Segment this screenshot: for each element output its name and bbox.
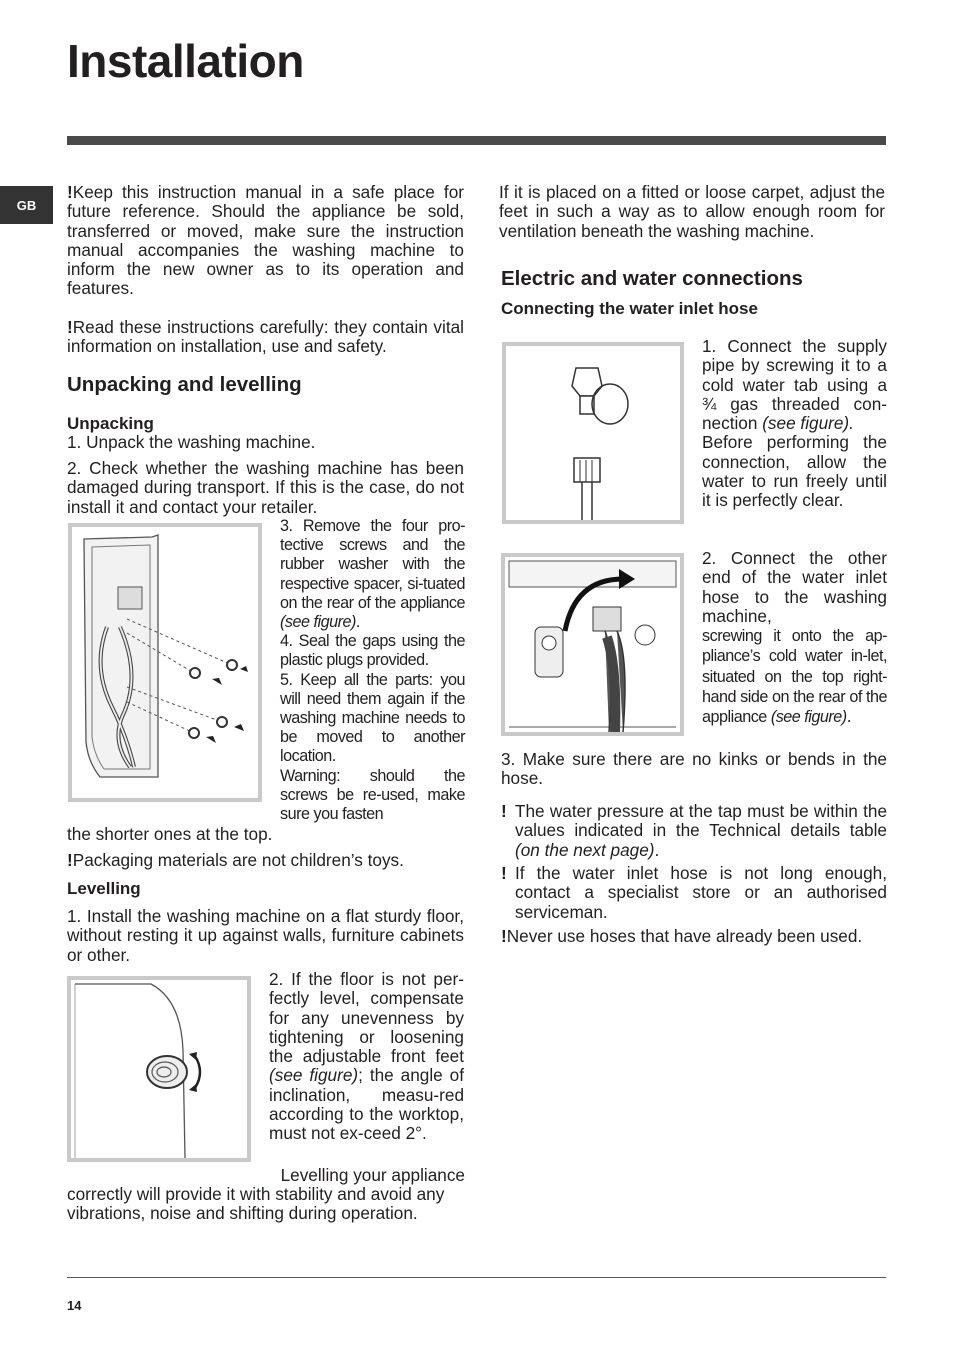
warning-text: Read these instructions carefully: they contain vital information on installation, use and safety. — [67, 317, 464, 357]
unpacking-step-2: 2. Check whether the washing machine has been damaged during transport. If this is the case, do not install it and contact your retailer. — [67, 458, 464, 517]
levelling-step-2-text-end: ; the angle of inclination, measu-red according to the worktop, must not ex-ceed 2°. — [269, 1065, 464, 1144]
feet-drawing — [71, 980, 247, 1158]
exclamation-mark: ! — [67, 317, 73, 337]
levelling-note-start: Levelling your appliance — [280, 1165, 465, 1185]
carpet-note: If it is placed on a fitted or loose carpet, adjust the feet in such a way as to allow enough room for ventilation beneath the washing machine. — [499, 182, 885, 241]
exclamation-mark: ! — [67, 850, 73, 870]
levelling-step-2 — [269, 970, 464, 1144]
note-text: If the water inlet hose is not long enough, contact a specialist store or an authorised serviceman. — [515, 863, 887, 922]
see-figure-ref: (see figure) — [770, 708, 847, 727]
see-figure-ref: (see figure) — [269, 1065, 359, 1086]
footer-rule — [67, 1277, 886, 1278]
levelling-step-1: 1. Install the washing machine on a flat sturdy floor, without resting it up against walls, furniture cabinets or other. — [67, 906, 464, 965]
connection-step-2-text: 2. Connect the other end of the water inlet hose to the washing machine, — [702, 548, 887, 626]
tap-connection-figure — [502, 342, 684, 524]
page-title: Installation — [67, 35, 304, 87]
rear-screws-figure — [68, 523, 262, 802]
warning-read-instructions — [67, 318, 464, 357]
subsection-title-levelling: Levelling — [67, 879, 141, 898]
exclamation-mark: ! — [501, 863, 507, 883]
next-page-ref: (on the next page) — [515, 839, 655, 860]
section-title-unpacking-levelling: Unpacking and levelling — [67, 373, 302, 396]
note-text — [515, 802, 887, 860]
page-number: 14 — [67, 1298, 82, 1313]
warning-packaging — [67, 851, 464, 870]
unpacking-step-1: 1. Unpack the washing machine. — [67, 432, 316, 452]
warning-keep-manual — [67, 183, 464, 299]
unpacking-steps-3-5 — [280, 517, 465, 824]
levelling-step-2-text: 2. If the floor is not per-fectly level, compensate for any unevenness by tightening or loosening the adjustable front feet — [269, 969, 464, 1067]
unpacking-step-5: 5. Keep all the parts: you will need them again if the washing machine needs to be moved to another location. — [280, 670, 465, 766]
unpacking-step-3: 3. Remove the four pro-tective screws and the rubber washer with the respective spacer, si-tuated on the rear of the appliance — [280, 517, 465, 612]
note-hose-length — [501, 864, 887, 922]
section-title-connections: Electric and water connections — [501, 267, 803, 290]
tap-drawing — [506, 346, 680, 520]
exclamation-mark: ! — [67, 182, 73, 202]
see-figure-ref: (see figure) — [280, 613, 356, 632]
see-figure-ref: (see figure). — [762, 413, 854, 434]
note-text: Never use hoses that have already been used. — [506, 926, 863, 946]
note-water-pressure-text: The water pressure at the tap must be within the values indicated in the Technical details table — [515, 801, 887, 841]
warning-screws: Warning: should the screws be re-used, make sure you fasten — [280, 766, 465, 824]
period: . — [355, 613, 360, 632]
subsection-title-inlet-hose: Connecting the water inlet hose — [501, 299, 758, 318]
language-tab: GB — [0, 186, 53, 224]
connection-step-2-detail: screwing it onto the ap-pliance’s cold water in-let, situated on the top right-hand side on the rear of the appliance — [702, 627, 887, 727]
connection-step-2 — [702, 549, 887, 728]
warning-text: Keep this instruction manual in a safe place for future reference. Should the appliance be sold, transferred or moved, make sure the instruction manual accompanies the washing machine to inform the new owner as to its operation and features. — [67, 182, 464, 299]
connection-step-3: 3. Make sure there are no kinks or bends in the hose. — [501, 749, 887, 789]
inlet-connection-figure — [501, 553, 684, 736]
adjustable-feet-figure — [67, 976, 251, 1162]
warning-screws-continued: the shorter ones at the top. — [67, 824, 273, 844]
rear-panel-drawing — [72, 527, 258, 798]
period: . — [846, 706, 852, 727]
connection-step-1-note: Before performing the connection, allow the water to run freely until it is perfectly clear. — [702, 432, 887, 511]
period: . — [654, 839, 660, 860]
connection-step-1 — [702, 337, 887, 511]
note-water-pressure — [501, 802, 887, 860]
warning-text: Packaging materials are not children’s toys. — [72, 850, 404, 870]
title-rule — [67, 136, 886, 145]
exclamation-mark: ! — [501, 801, 507, 821]
note-used-hoses — [501, 927, 887, 946]
exclamation-mark: ! — [501, 926, 507, 946]
levelling-note: correctly will provide it with stability and avoid any vibrations, noise and shifting during operation. — [67, 1184, 445, 1224]
connection-step-1-text: 1. Connect the supply pipe by screwing it to a cold water tab using a ¾ gas threaded con-nection — [702, 336, 887, 434]
inlet-drawing — [505, 557, 680, 732]
subsection-title-unpacking: Unpacking — [67, 414, 154, 433]
unpacking-step-4: 4. Seal the gaps using the plastic plugs provided. — [280, 632, 465, 670]
